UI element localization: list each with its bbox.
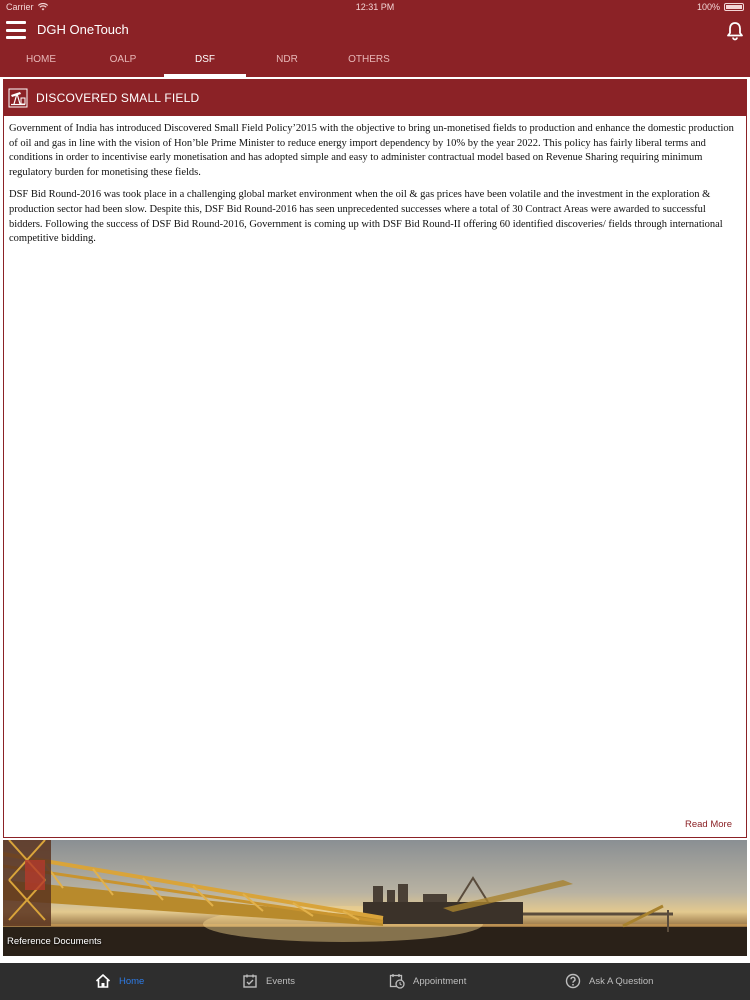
- card-header: [4, 80, 746, 116]
- top-tabs: [0, 48, 750, 77]
- dsf-content-card: [3, 79, 747, 838]
- tab-others[interactable]: OTHERS: [348, 54, 390, 65]
- nav-ask-question-label: Ask A Question: [589, 975, 654, 987]
- home-icon: [95, 973, 111, 989]
- nav-events[interactable]: [242, 973, 295, 989]
- calendar-check-icon: [242, 973, 258, 989]
- tab-home[interactable]: HOME: [26, 54, 56, 65]
- nav-ask-question[interactable]: [565, 973, 653, 989]
- banner-label: Reference Documents: [7, 936, 102, 947]
- tab-dsf[interactable]: DSF: [164, 48, 246, 77]
- nav-home-label: Home: [119, 975, 145, 987]
- nav-events-label: Events: [266, 975, 296, 987]
- tab-ndr[interactable]: NDR: [276, 54, 298, 65]
- paragraph-bid-round: DSF Bid Round-2016 was took place in a challenging global market environment when the oil & gas prices have been volatile and the investment in the exploration & production sector had been slow. Despite this, DSF Bid Round-2016 has seen unprecedented successes where a total of 30 Contract Areas were awarded to successful bidders. Following the success of DSF Bid Round-2016, Government is coming up with DSF Bid Round-II offering 60 identified discoveries/ fields through international competitive bidding.: [9, 189, 723, 245]
- section-title: DISCOVERED SMALL FIELD: [36, 91, 200, 105]
- battery-percent: 100%: [696, 2, 720, 12]
- app-title: DGH OneTouch: [37, 22, 129, 37]
- app-header: [0, 14, 750, 48]
- menu-icon[interactable]: [6, 21, 26, 39]
- question-icon: [565, 973, 581, 989]
- battery-icon: [724, 3, 744, 11]
- paragraph-policy: Government of India has introduced Discovered Small Field Policy’2015 with the objective to bring un-monetised fields to production and enhance the domestic production of oil and gas in line with the vision of Hon’ble Prime Minister to reduce energy import dependency by 10% by the year 2022. This policy has fairly liberal terms and conditions in order to incentivise early monetisation and has adopted simple and easy to administer contractual model based on Revenue Sharing requiring minimum regulatory burden for monetising these fields.: [9, 123, 734, 178]
- status-bar: [0, 0, 750, 14]
- nav-home[interactable]: [95, 973, 144, 989]
- bottom-nav: [0, 963, 750, 1000]
- oil-pump-icon: [8, 88, 28, 108]
- read-more-link[interactable]: Read More: [685, 819, 732, 830]
- appointment-icon: [389, 973, 405, 989]
- offshore-rig-illustration: [3, 840, 747, 956]
- section-body: [4, 116, 746, 247]
- carrier-label: Carrier: [6, 2, 34, 12]
- nav-appointment-label: Appointment: [413, 975, 467, 987]
- reference-documents-banner[interactable]: [3, 840, 747, 956]
- nav-appointment[interactable]: [389, 973, 466, 989]
- tab-oalp[interactable]: OALP: [109, 54, 137, 65]
- clock: 12:31 PM: [355, 2, 395, 12]
- battery-indicator: [697, 2, 744, 12]
- bell-icon[interactable]: [726, 21, 744, 41]
